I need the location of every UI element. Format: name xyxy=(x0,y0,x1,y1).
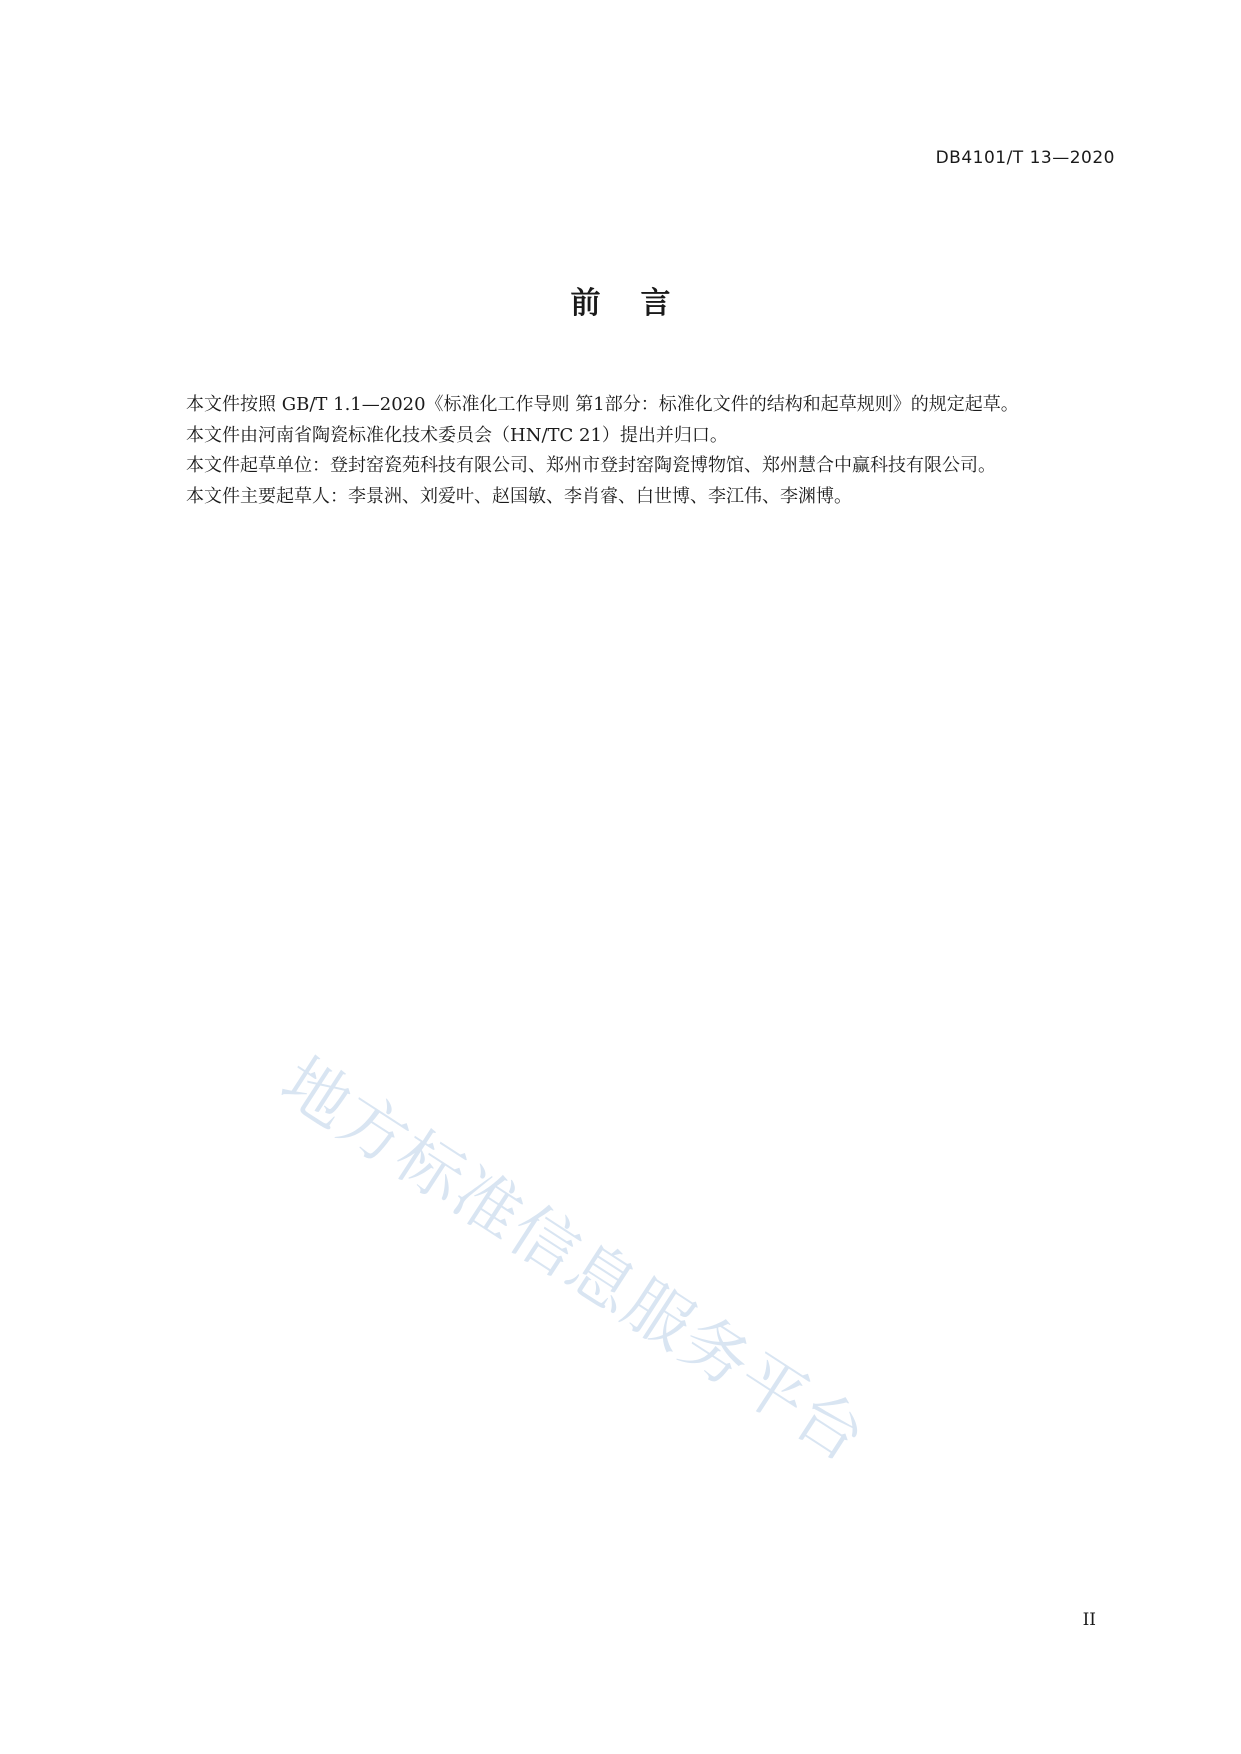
paragraph-drafting-rules: 本文件按照 GB/T 1.1—2020《标准化工作导则 第1部分：标准化文件的结构和起草规则》的规定起草。 xyxy=(186,394,1019,415)
page-number: II xyxy=(1082,1610,1096,1630)
paragraph-drafters: 本文件主要起草人：李景洲、刘爱叶、赵国敏、李肖睿、白世博、李江伟、李渊博。 xyxy=(186,485,852,507)
paragraph-proposer: 本文件由河南省陶瓷标准化技术委员会（HN/TC 21）提出并归口。 xyxy=(186,424,728,446)
paragraph-drafting-units: 本文件起草单位：登封窑瓷苑科技有限公司、郑州市登封窑陶瓷博物馆、郑州慧合中赢科技有限公司。 xyxy=(186,455,996,476)
document-code: DB4101/T 13—2020 xyxy=(935,148,1115,168)
page-title: 前言 xyxy=(570,286,711,321)
foreword-body xyxy=(150,390,1116,512)
watermark: 地方标准信息服务平台 xyxy=(267,1042,881,1478)
